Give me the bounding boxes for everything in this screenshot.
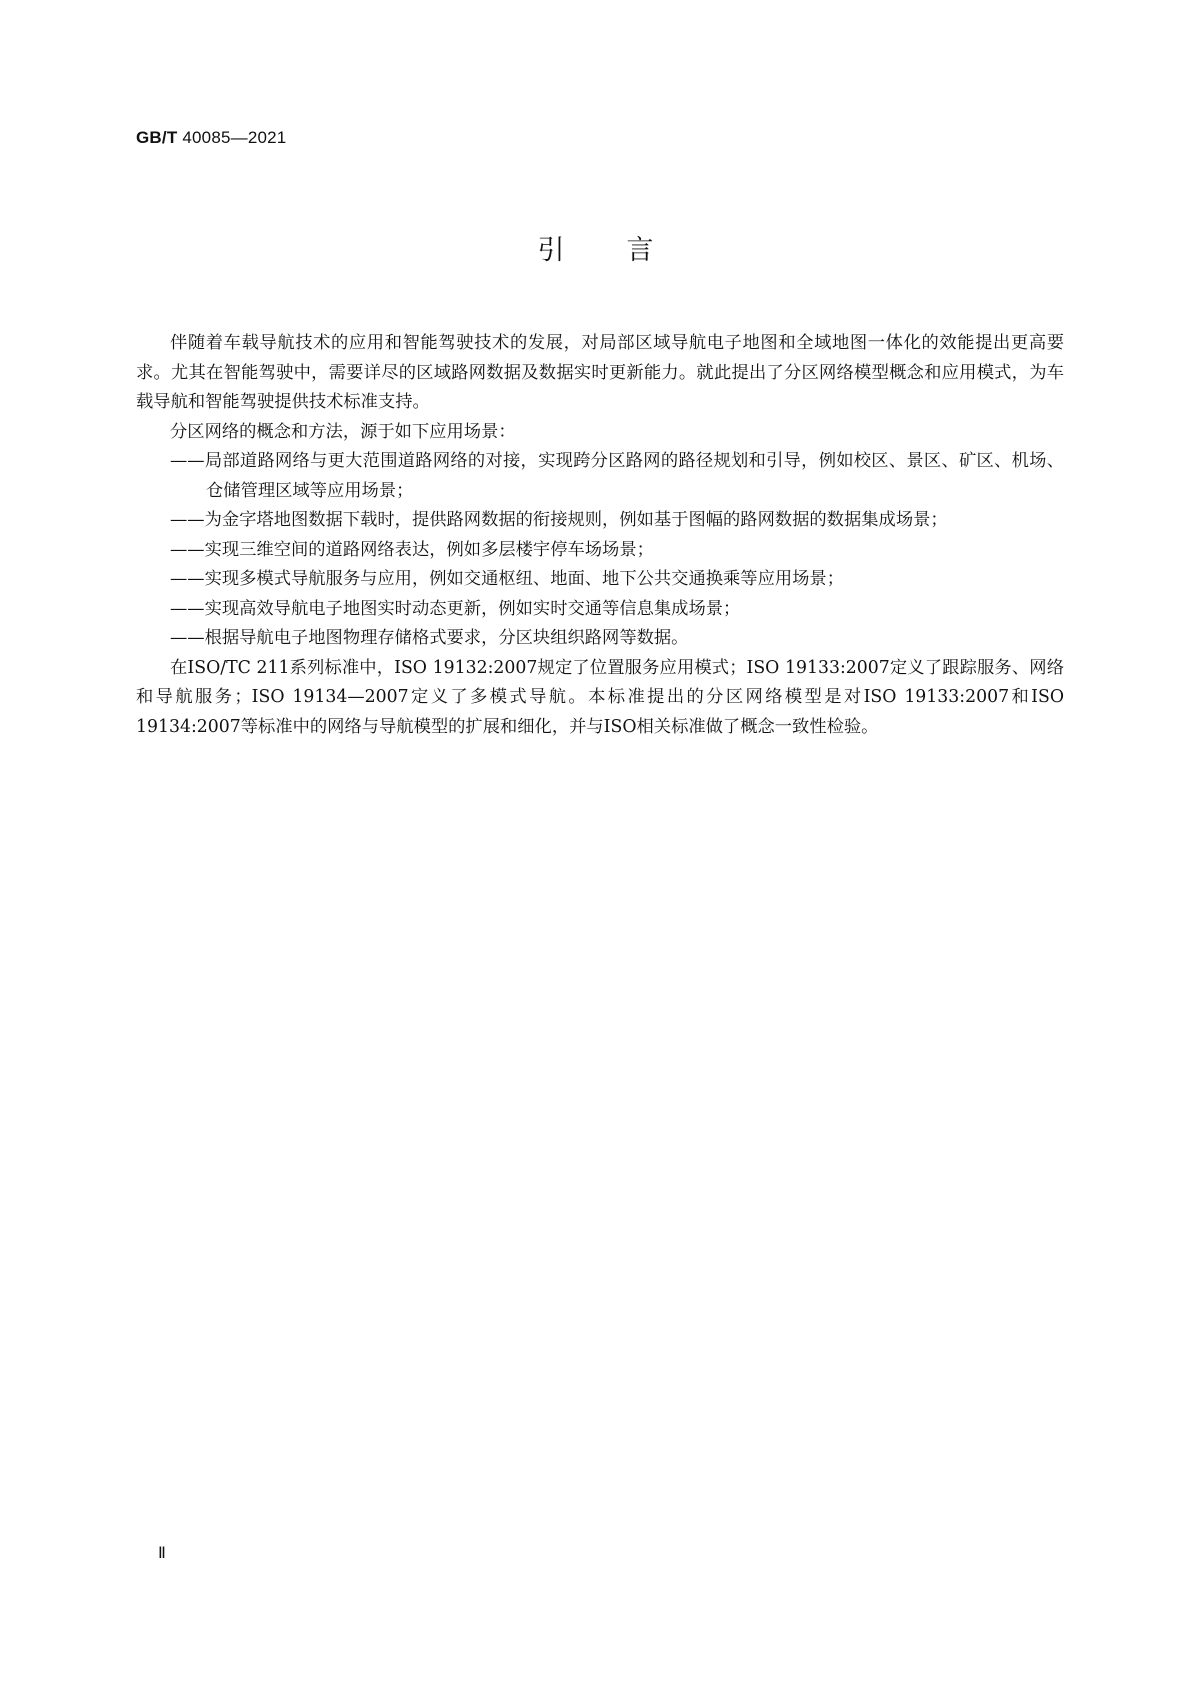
scenario-item: ——局部道路网络与更大范围道路网络的对接，实现跨分区路网的路径规划和引导，例如校区、景区、矿区、机场、仓储管理区域等应用场景； (170, 451, 1064, 501)
standard-code-header (136, 128, 286, 148)
scenario-item: ——实现多模式导航服务与应用，例如交通枢纽、地面、地下公共交通换乘等应用场景； (170, 569, 844, 589)
scenario-item: ——根据导航电子地图物理存储格式要求，分区块组织路网等数据。 (170, 628, 689, 648)
page-title: 引言 (537, 235, 716, 266)
scenario-item: ——实现高效导航电子地图实时动态更新，例如实时交通等信息集成场景； (170, 598, 741, 619)
scenarios-intro: 分区网络的概念和方法，源于如下应用场景： (170, 421, 516, 442)
scenario-item: ——实现三维空间的道路网络表达，例如多层楼宇停车场场景； (170, 539, 654, 560)
scenario-item: ——为金字塔地图数据下载时，提供路网数据的衔接规则，例如基于图幅的路网数据的数据集成场景； (170, 510, 948, 530)
intro-paragraph: 伴随着车载导航技术的应用和智能驾驶技术的发展，对局部区域导航电子地图和全域地图一体化的效能提出更高要求。尤其在智能驾驶中，需要详尽的区域路网数据及数据实时更新能力。就此提出了分区网络模型概念和应用模式，为车载导航和智能驾驶提供技术标准支持。 (136, 333, 1064, 412)
page-number: Ⅱ (158, 1545, 166, 1562)
main-content (136, 329, 1064, 742)
standard-number: 40085—2021 (182, 128, 287, 147)
standard-prefix: GB/T (136, 128, 178, 147)
iso-paragraph: 在ISO/TC 211系列标准中，ISO 19132:2007规定了位置服务应用模式；ISO 19133:2007定义了跟踪服务、网络和导航服务；ISO 19134—2007定义了多模式导航。本标准提出的分区网络模型是对ISO 19133:2007和ISO 19134:2007等标准中的网络与导航模型的扩展和细化，并与ISO相关标准做了概念一致性检验。 (136, 657, 1064, 737)
